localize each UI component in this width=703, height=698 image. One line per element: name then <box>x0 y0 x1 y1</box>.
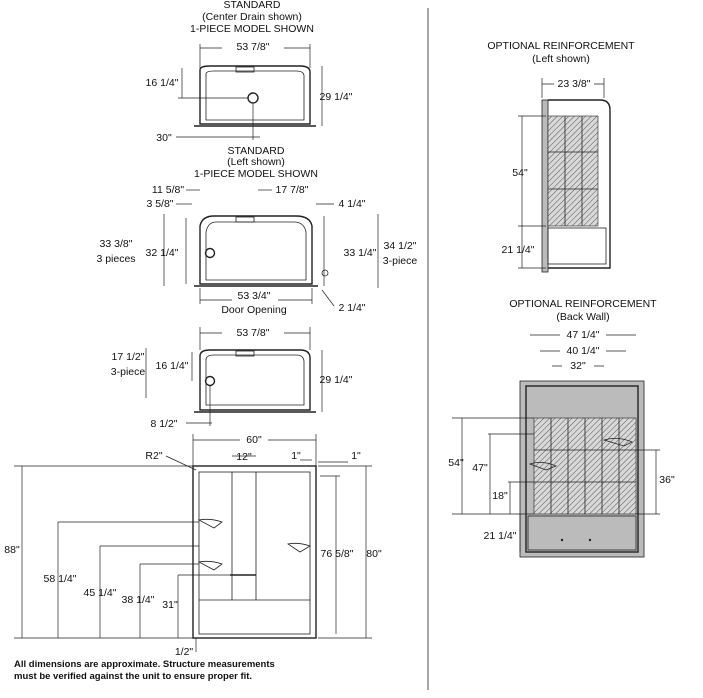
view4-unit-outline <box>193 466 316 638</box>
view6-w3: 32" <box>570 360 586 372</box>
view4-overall-height: 88" <box>4 544 20 556</box>
view2-left-inner: 32 1/4" <box>145 247 179 259</box>
view6-h-mid: 47" <box>472 462 488 474</box>
view2-subtitle: (Left shown) <box>227 156 285 168</box>
three-piece-view <box>111 326 353 430</box>
view4-shelf-upper-left <box>199 519 222 528</box>
view1-left-height: 16 1/4" <box>145 77 179 89</box>
view2-right-overall: 34 1/2" <box>383 240 417 252</box>
view3-tub-outline <box>200 350 310 410</box>
view2-title: STANDARD <box>227 145 285 157</box>
view2-dim-left-top: 11 5/8" <box>151 184 185 196</box>
view5-title: OPTIONAL REINFORCEMENT <box>487 40 635 52</box>
view4-right-flange: 1" <box>351 450 361 462</box>
view1-bottom-label: 30" <box>156 132 172 144</box>
view3-right-height: 29 1/4" <box>319 374 353 386</box>
view5-tub-section <box>548 228 606 264</box>
view4-bottom-gap: 1/2" <box>174 646 194 658</box>
view2-right-overall-note: 3-piece <box>382 255 418 267</box>
view6-h-overall: 54" <box>448 457 464 469</box>
view5-reinforcement-area <box>548 116 598 226</box>
view4-shelf-lower-left <box>199 561 222 570</box>
footnote-line2: must be verified against the unit to ensure proper fit. <box>14 671 253 682</box>
view2-tub-inner <box>206 222 306 280</box>
view2-tub-outline <box>200 216 312 284</box>
view2-dim-left-side: 3 5/8" <box>146 198 174 210</box>
view4-right-gap: 1" <box>291 450 301 462</box>
view1-width-label: 53 7/8" <box>236 41 270 53</box>
view2-drain-icon <box>206 249 215 258</box>
view6-drain-dot-right <box>589 539 591 541</box>
view4-inner-height: 76 5/8" <box>320 548 354 560</box>
standard-center-drain-view <box>146 0 353 144</box>
view1-tub-inner <box>206 71 304 120</box>
view4-width: 60" <box>246 434 262 446</box>
view2-left-overall: 33 3/8" <box>99 238 133 250</box>
view4-right-height: 80" <box>366 548 382 560</box>
view5-height: 54" <box>512 167 528 179</box>
view4-shelf-upper: 58 1/4" <box>43 573 77 585</box>
view6-h-right: 36" <box>659 474 675 486</box>
view4-radius-leader <box>166 456 196 470</box>
front-elevation-view <box>4 433 382 658</box>
view2-tub-rim-detail <box>236 217 254 222</box>
view2-dim-right-top: 17 7/8" <box>275 184 309 196</box>
view3-width: 53 7/8" <box>236 327 270 339</box>
view4-inner-width: 12" <box>236 451 252 463</box>
view6-bottom: 21 1/4" <box>483 530 517 542</box>
view1-right-height: 29 1/4" <box>319 91 353 103</box>
view2-door-width: 53 3/4" <box>237 290 271 302</box>
view3-bottom: 8 1/2" <box>150 418 178 430</box>
view4-shelf-lower: 38 1/4" <box>121 594 155 606</box>
view4-low-dim: 31" <box>162 599 178 611</box>
view2-bottom-right: 2 1/4" <box>338 302 366 314</box>
view2-right-inner: 33 1/4" <box>343 247 377 259</box>
standard-left-view <box>96 145 417 316</box>
view6-subtitle: (Back Wall) <box>556 311 610 323</box>
view3-left-outer: 17 1/2" <box>111 351 145 363</box>
view2-door-label: Door Opening <box>221 304 287 316</box>
view6-w1: 47 1/4" <box>566 329 600 341</box>
view1-subtitle: (Center Drain shown) <box>202 11 302 23</box>
view3-tub-inner <box>206 355 304 405</box>
view2-model: 1-PIECE MODEL SHOWN <box>194 168 318 180</box>
view4-shelf-right <box>288 543 310 552</box>
footnote-line1: All dimensions are approximate. Structure measurements <box>14 659 275 670</box>
view1-model: 1-PIECE MODEL SHOWN <box>190 23 314 35</box>
view1-tub-outline <box>200 66 310 124</box>
view3-left-outer-note: 3-piece <box>110 366 146 378</box>
view4-unit-inner <box>199 472 310 634</box>
reinforcement-left-view <box>487 40 635 272</box>
view6-h-low: 18" <box>492 490 508 502</box>
view2-dim-right-side: 4 1/4" <box>338 198 366 210</box>
view5-subtitle: (Left shown) <box>532 53 590 65</box>
view3-drain-icon <box>206 377 215 386</box>
reinforcement-back-view <box>448 298 675 557</box>
view3-left-inner: 16 1/4" <box>155 360 189 372</box>
view6-drain-dot-left <box>561 539 563 541</box>
view5-bottom: 21 1/4" <box>501 244 535 256</box>
view4-shelf-mid: 45 1/4" <box>83 587 117 599</box>
view1-title: STANDARD <box>223 0 281 11</box>
view5-wall-section <box>542 100 548 272</box>
view1-drain-icon <box>248 93 258 103</box>
view4-radius: R2" <box>145 450 163 462</box>
view2-left-overall-note: 3 pieces <box>96 253 136 265</box>
view6-w2: 40 1/4" <box>566 345 600 357</box>
view2-fixture-icon <box>322 270 328 276</box>
view6-title: OPTIONAL REINFORCEMENT <box>509 298 657 310</box>
view2-bottom-right-line <box>322 290 334 306</box>
view5-depth: 23 3/8" <box>557 78 591 90</box>
